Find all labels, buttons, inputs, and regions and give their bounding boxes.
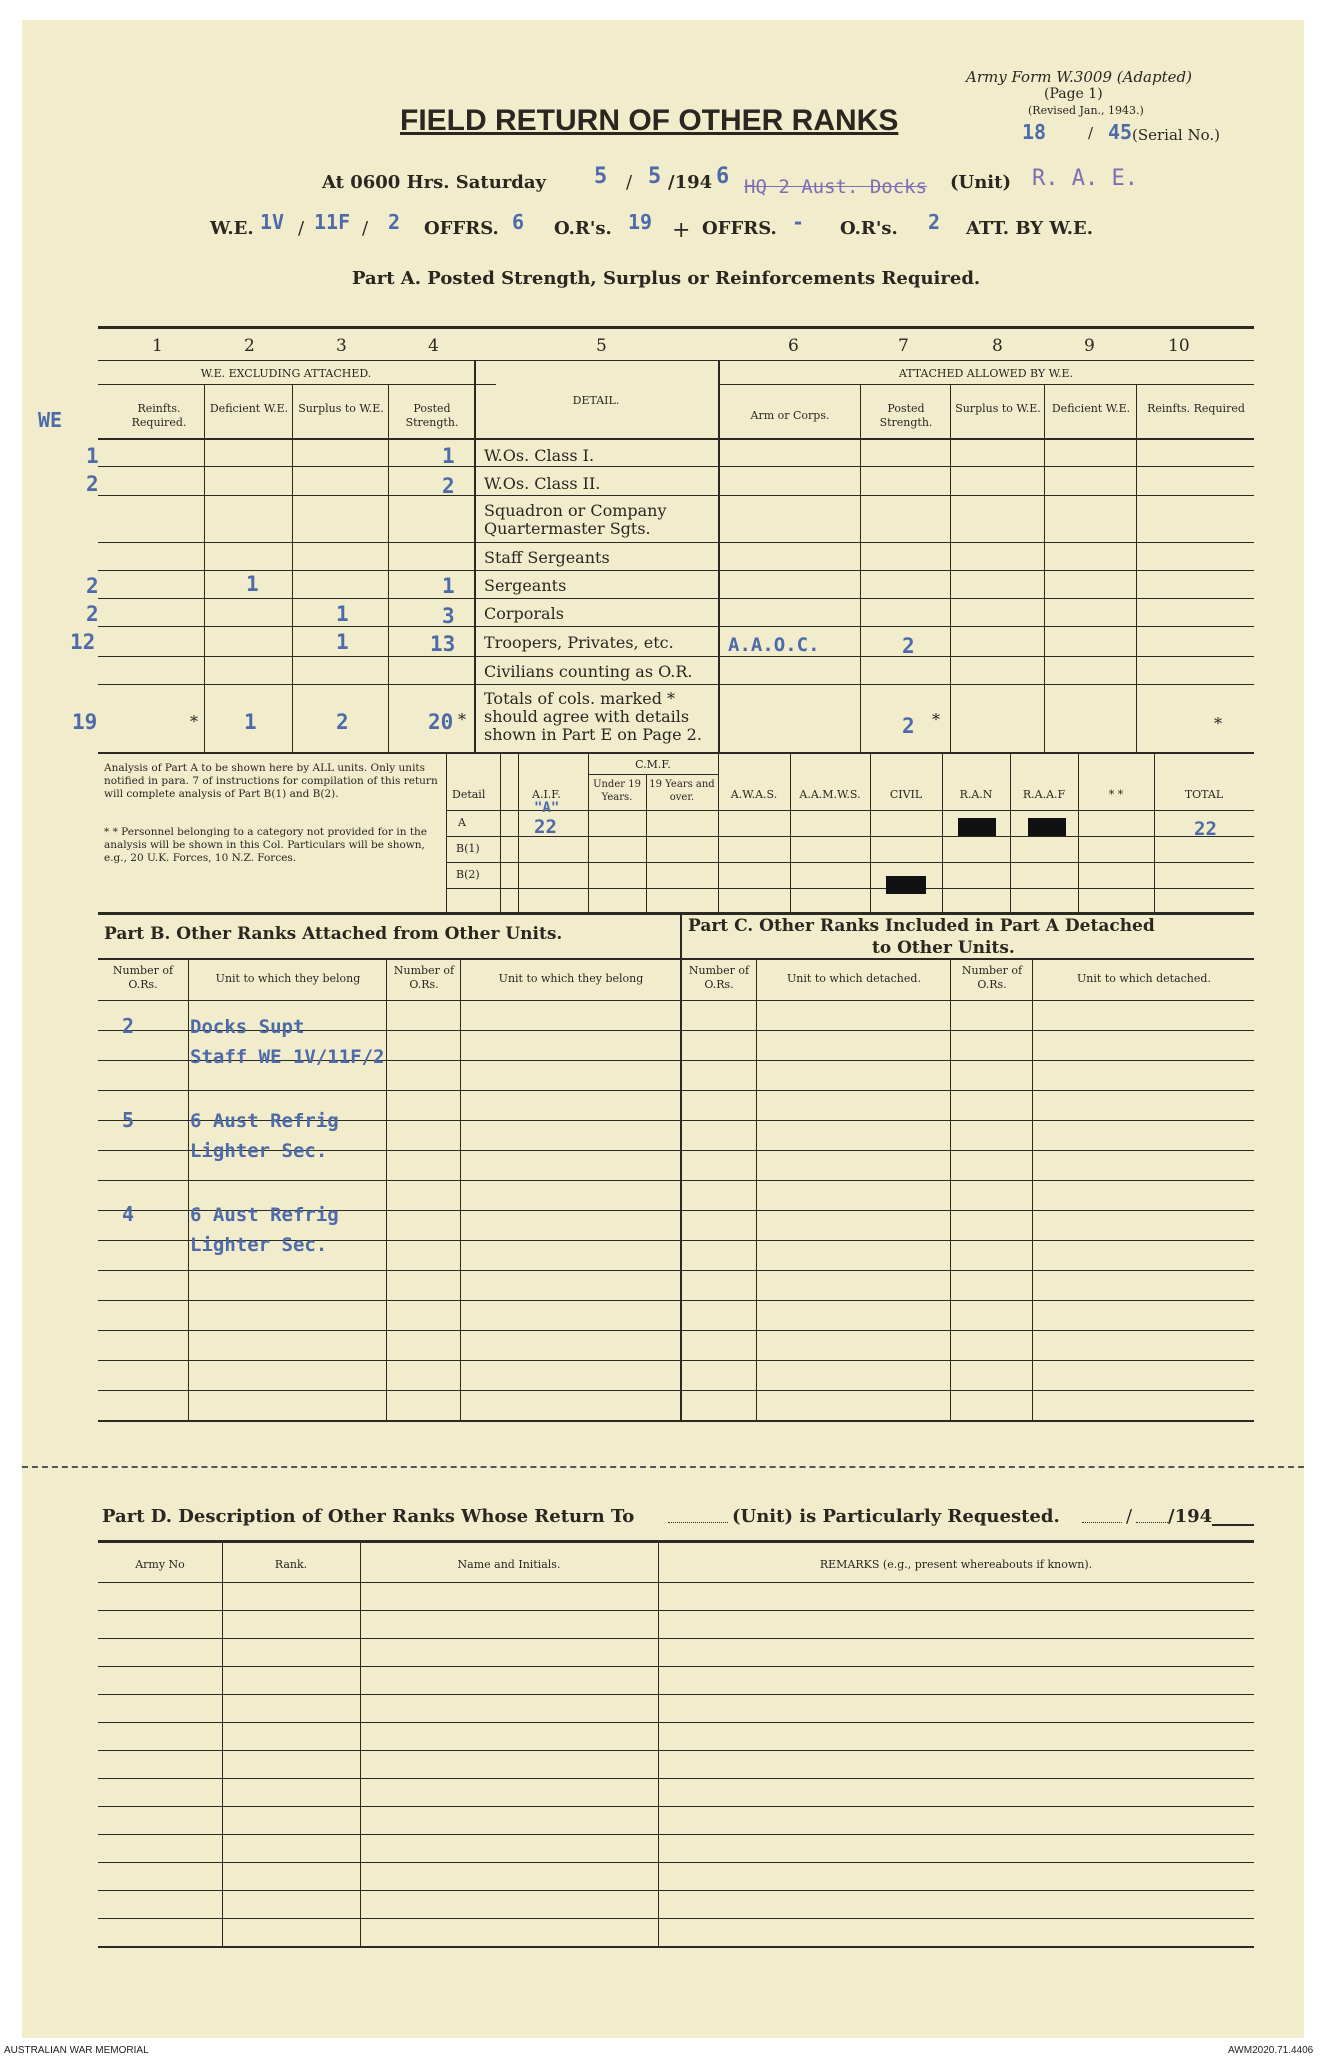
part-c-col-unit: Unit to which detached. [787,972,921,985]
col-num-6: 6 [788,336,799,356]
part-d-day-blank [1082,1522,1122,1523]
ors-label-2: O.R's. [840,218,898,239]
detail-header: DETAIL. [572,394,620,407]
row-detail-staff-sgts: Staff Sergeants [484,548,610,567]
col-num-4: 4 [428,336,439,356]
ors-value: 19 [628,210,653,234]
month-value: 5 [648,164,662,189]
row-detail-totals: Totals of cols. marked * should agree with details shown in Part E on Page 2. [484,689,702,744]
footer-left: AUSTRALIAN WAR MEMORIAL [4,2045,149,2056]
analysis-row-a: A [458,816,466,829]
head-reinfts: Reinfts. Required. [131,402,187,429]
offrs-label-2: OFFRS. [702,218,777,239]
part-b-unit-2b: Lighter Sec. [190,1140,328,1162]
part-b-unit-1b: Staff WE 1V/11F/2 [190,1046,385,1068]
group-we-excluding: W.E. EXCLUDING ATTACHED. [200,367,372,380]
total-surplus: 2 [336,710,349,734]
part-b-unit-3b: Lighter Sec. [190,1234,328,1256]
analysis-other: * * [1108,788,1124,801]
part-c-col-num-2: Number of O.Rs. [961,964,1023,991]
surplus-troopers: 1 [336,630,349,654]
part-b-col-num-2: Number of O.Rs. [393,964,455,991]
row-detail-troopers: Troopers, Privates, etc. [484,633,674,652]
day-value: 5 [594,164,608,189]
total-c1-mark: * [190,712,198,731]
part-d-month-blank [1136,1522,1168,1523]
analysis-cmf-head: C.M.F. [635,758,671,771]
part-d-col-name: Name and Initials. [457,1558,561,1571]
analysis-note-1: Analysis of Part A to be shown here by ALL units. Only units notified in para. 7 of instructions for compilation of this return will complete analysis of Part B(1) and B(2). [104,762,438,800]
plus-sign: + [672,218,691,243]
part-d-title: Part D. Description of Other Ranks Whose Return To [102,1506,635,1527]
total-c7-mark: * [932,710,940,729]
analysis-cmf-under19: Under 19 Years. [593,779,641,803]
head-arm-corps: Arm or Corps. [750,409,830,422]
we-sergeants: 2 [86,574,99,598]
part-b-unit-2a: 6 Aust Refrig [190,1110,339,1132]
part-b-num-2: 5 [122,1108,135,1132]
redaction-raaf [1028,818,1066,836]
unit-stamp: R. A. E. [1032,166,1138,191]
group-attached: ATTACHED ALLOWED BY W.E. [898,367,1074,380]
offrs-value-2: - [792,210,805,234]
col-num-10: 10 [1168,336,1190,356]
analysis-a-total: 22 [1194,818,1217,840]
footer-right: AWM2020.71.4406 [1228,2045,1314,2056]
unit-struck: HQ 2 Aust. Docks [744,176,928,198]
we-3: 2 [388,210,401,234]
part-b-unit-1a: Docks Supt [190,1016,305,1038]
we-wo2: 2 [86,472,99,496]
year-prefix: /194 [668,172,713,193]
we-sep-2: / [362,218,369,239]
we-margin-label: WE [38,408,63,432]
posted-sergeants: 1 [442,574,455,598]
posted-wo1: 1 [442,444,455,468]
analysis-raaf: R.A.A.F [1022,788,1066,801]
we-troopers: 12 [70,630,96,654]
analysis-cmf-over19: 19 Years and over. [649,779,715,803]
serial-number: 18 [1022,120,1047,144]
col-num-7: 7 [898,336,909,356]
total-we: 19 [72,710,98,734]
part-c-col-num: Number of O.Rs. [688,964,750,991]
serial-label: (Serial No.) [1132,126,1220,144]
part-b-col-unit: Unit to which they belong [215,972,361,985]
total-deficient: 1 [244,710,257,734]
analysis-aif-hw: "A" [534,800,560,816]
year-digit: 6 [716,164,730,189]
perforation-line [22,1466,1304,1468]
head-surplus: Surplus to W.E. [298,402,384,415]
deficient-sergeants: 1 [246,572,259,596]
part-b-title: Part B. Other Ranks Attached from Other Units. [104,924,563,944]
at-label: At 0600 Hrs. Saturday [322,172,547,193]
part-b-col-num: Number of O.Rs. [112,964,174,991]
form-revised: (Revised Jan., 1943.) [1028,104,1144,117]
we-1: 1V [260,210,285,234]
total-posted: 20 [428,710,454,734]
analysis-a-aif: 22 [534,816,557,838]
part-b-num-1: 2 [122,1014,135,1038]
part-d-year: /194 [1168,1506,1213,1527]
posted-corporals: 3 [442,604,455,628]
redaction-ran [958,818,996,836]
ors-value-2: 2 [928,210,941,234]
head-posted-att: Posted Strength. [879,402,933,429]
part-d-col-army-no: Army No [135,1558,185,1571]
form-page: (Page 1) [1044,86,1103,102]
row-detail-cqms: Squadron or Company Quartermaster Sgts. [484,501,667,538]
surplus-corporals: 1 [336,602,349,626]
form-id: Army Form W.3009 (Adapted) [966,68,1192,86]
head-surplus-att: Surplus to W.E. [955,402,1041,415]
analysis-ran: R.A.N [959,788,993,801]
row-detail-sergeants: Sergeants [484,576,567,595]
row-detail-civilians: Civilians counting as O.R. [484,662,693,681]
posted-att-troopers: 2 [902,634,915,658]
row-detail-corporals: Corporals [484,604,564,623]
part-b-num-3: 4 [122,1202,135,1226]
offrs-value: 6 [512,210,525,234]
serial-number-2: 45 [1108,120,1133,144]
redaction-civil [886,876,926,894]
analysis-total: TOTAL [1184,788,1224,801]
part-c-title: Part C. Other Ranks Included in Part A Detached [688,916,1155,936]
head-reinfts-att: Reinfts. Required [1147,402,1245,415]
part-d-col-remarks: REMARKS (e.g., present whereabouts if known). [819,1558,1093,1571]
we-corporals: 2 [86,602,99,626]
analysis-aif-head: A.I.F. [532,788,561,801]
part-d-col-rank: Rank. [274,1558,308,1571]
analysis-awas: A.W.A.S. [730,788,778,801]
col-num-8: 8 [992,336,1003,356]
date-sep: / [626,172,633,193]
serial-sep: / [1088,124,1094,142]
analysis-detail-head: Detail [452,788,486,801]
total-c4-mark: * [458,710,466,729]
form-sheet [22,20,1304,2038]
part-b-col-unit-2: Unit to which they belong [498,972,644,985]
part-b-unit-3a: 6 Aust Refrig [190,1204,339,1226]
offrs-label: OFFRS. [424,218,499,239]
page-title: FIELD RETURN OF OTHER RANKS [400,104,899,137]
we-label: W.E. [210,218,254,239]
total-posted-att: 2 [902,714,915,738]
unit-label: (Unit) [950,172,1011,193]
ors-label: O.R's. [554,218,612,239]
we-sep-1: / [298,218,305,239]
col-num-9: 9 [1084,336,1095,356]
col-num-5: 5 [596,336,607,356]
part-d-date-sep: / [1126,1506,1133,1527]
posted-troopers: 13 [430,632,456,656]
part-c-col-unit-2: Unit to which detached. [1077,972,1211,985]
col-num-3: 3 [336,336,347,356]
part-d-title-b: (Unit) is Particularly Requested. [732,1506,1060,1527]
att-label: ATT. BY W.E. [966,218,1094,239]
total-c10-mark: * [1214,714,1222,733]
row-detail-wo1: W.Os. Class I. [484,446,595,465]
head-posted: Posted Strength. [405,402,459,429]
part-a-title: Part A. Posted Strength, Surplus or Reinforcements Required. [352,268,981,289]
head-deficient-att: Deficient W.E. [1051,402,1131,415]
posted-wo2: 2 [442,474,455,498]
analysis-note-2: * * Personnel belonging to a category not provided for in the analysis will be shown in this Col. Particulars will be shown, e.g., 20 U.K. Forces, 10 N.Z. Forces. [104,826,428,864]
analysis-row-b2: B(2) [456,868,480,881]
head-deficient: Deficient W.E. [209,402,289,415]
analysis-row-b1: B(1) [456,842,480,855]
part-d-unit-blank [668,1522,728,1523]
analysis-civil: CIVIL [889,788,923,801]
col-num-2: 2 [244,336,255,356]
we-2: 11F [314,210,351,234]
we-wo1: 1 [86,444,99,468]
row-detail-wo2: W.Os. Class II. [484,474,601,493]
arm-corps-troopers: A.A.O.C. [728,634,820,656]
col-num-1: 1 [152,336,163,356]
analysis-aamws: A.A.M.W.S. [799,788,861,801]
part-c-title-2: to Other Units. [872,938,1015,958]
